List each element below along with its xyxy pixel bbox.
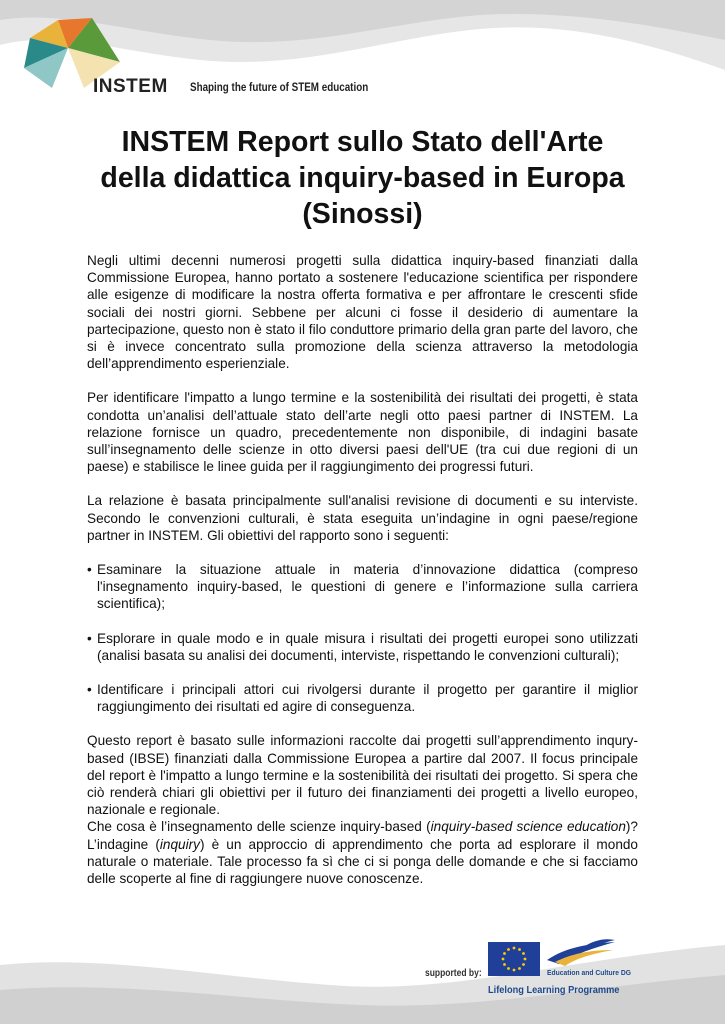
paragraph-report-basis: Questo report è basato sulle informazioni raccolte dai progetti sull’apprendimento inqury-based (IBSE) finanziati dalla Commissione Europea a partire dal 2007. Il focus principale del report è l'impatto a lungo termine e la sostenibilità dei risultati dei progetto. Si spera che ciò renderà chiari gli obiettivi per il futuro dei finanziamenti dei progetti a livello europeo, nazionale e regionale. (87, 733, 638, 818)
definition-term-inquiry: inquiry (159, 836, 200, 852)
paragraph-intro: Negli ultimi decenni numerosi progetti sulla didattica inquiry-based finanziati dalla Commissione Europea, hanno portato a sostenere l'educazione scientifica per rispondere alle esigenze di modificare la nostra offerta formativa e per affrontare le crescenti sfide sociali dei nostri giorni. Sebbene per alcuni ci fosse il desiderio di aumentare la partecipazione, questo non è stato il filo conduttore primario della gran parte del lavoro, che si è invece concentrato sulla promozione della scienza attraverso la metodologia dell’apprendimento esperienziale. (87, 253, 638, 372)
education-culture-label: Education and Culture DG (547, 968, 632, 977)
definition-text-b: )? L’indagine ( (87, 819, 638, 852)
paragraph-method: La relazione è basata principalmente sull'analisi revisione di documenti e su interviste. Secondo le convenzioni culturali, è stata eseguita un’indagine in ogni paese/regione partner in INSTEM. Gli obiettivi del rapporto sono i seguenti: (87, 493, 638, 543)
list-item (87, 561, 638, 613)
logo-text: INSTEM (93, 76, 168, 97)
footer (0, 930, 725, 1024)
bullet-text: Identificare i principali attori cui rivolgersi durante il progetto per garantire il miglior raggiungimento dei risultati ed agire di conseguenza. (97, 682, 638, 715)
education-culture-logo-icon (545, 938, 617, 966)
bullet-mark: • (87, 562, 92, 578)
definition-text-c: ) è un approccio di apprendimento che porta ad esplorare il mondo naturale o materiale. Tale processo fa sì che ci si ponga delle domande e che si facciamo delle scoperte al fine di raggiungere nuove conoscenze. (87, 836, 638, 887)
bullet-mark: • (87, 630, 92, 646)
document-body (87, 252, 638, 887)
lifelong-learning-label: Lifelong Learning Programme (488, 984, 620, 996)
bullet-text: Esaminare la situazione attuale in materia d’innovazione didattica (compreso l'insegnamento inquiry-based, le questioni di genere e l’informazione sulla carriera scientifica); (97, 562, 638, 612)
bullet-mark: • (87, 682, 92, 698)
supported-by-label: supported by: (425, 968, 482, 979)
bullet-text: Esplorare in quale modo e in quale misura i risultati dei progetti europei sono utilizzati (analisi basata su analisi dei documenti, interviste, rispettando le convenzioni culturali); (97, 630, 638, 663)
paragraph-analysis: Per identificare l'impatto a lungo termine e la sostenibilità dei risultati dei progetti, è stata condotta un’analisi dell’attuale stato dell’arte negli otto paesi partner di INSTEM. La relazione fornisce un quadro, precedentemente non disponibile, di indagini basate sull’insegnamento delle scienze in otto diversi paesi dell'UE (tra cui due regioni di un paese) e stabilisce le linee guida per il raggiungimento dei progressi futuri. (87, 390, 638, 475)
paragraph-definition (87, 818, 638, 887)
definition-term-ibse: inquiry-based science education (430, 819, 626, 835)
list-item (87, 681, 638, 715)
list-item (87, 630, 638, 664)
document-title: INSTEM Report sullo Stato dell'Arte della didattica inquiry-based in Europa (Sinossi) (100, 126, 625, 230)
definition-text-a: Che cosa è l’insegnamento delle scienze inquiry-based ( (87, 819, 431, 835)
header (0, 0, 725, 110)
tagline: Shaping the future of STEM education (190, 80, 369, 94)
eu-flag-icon (488, 942, 540, 976)
